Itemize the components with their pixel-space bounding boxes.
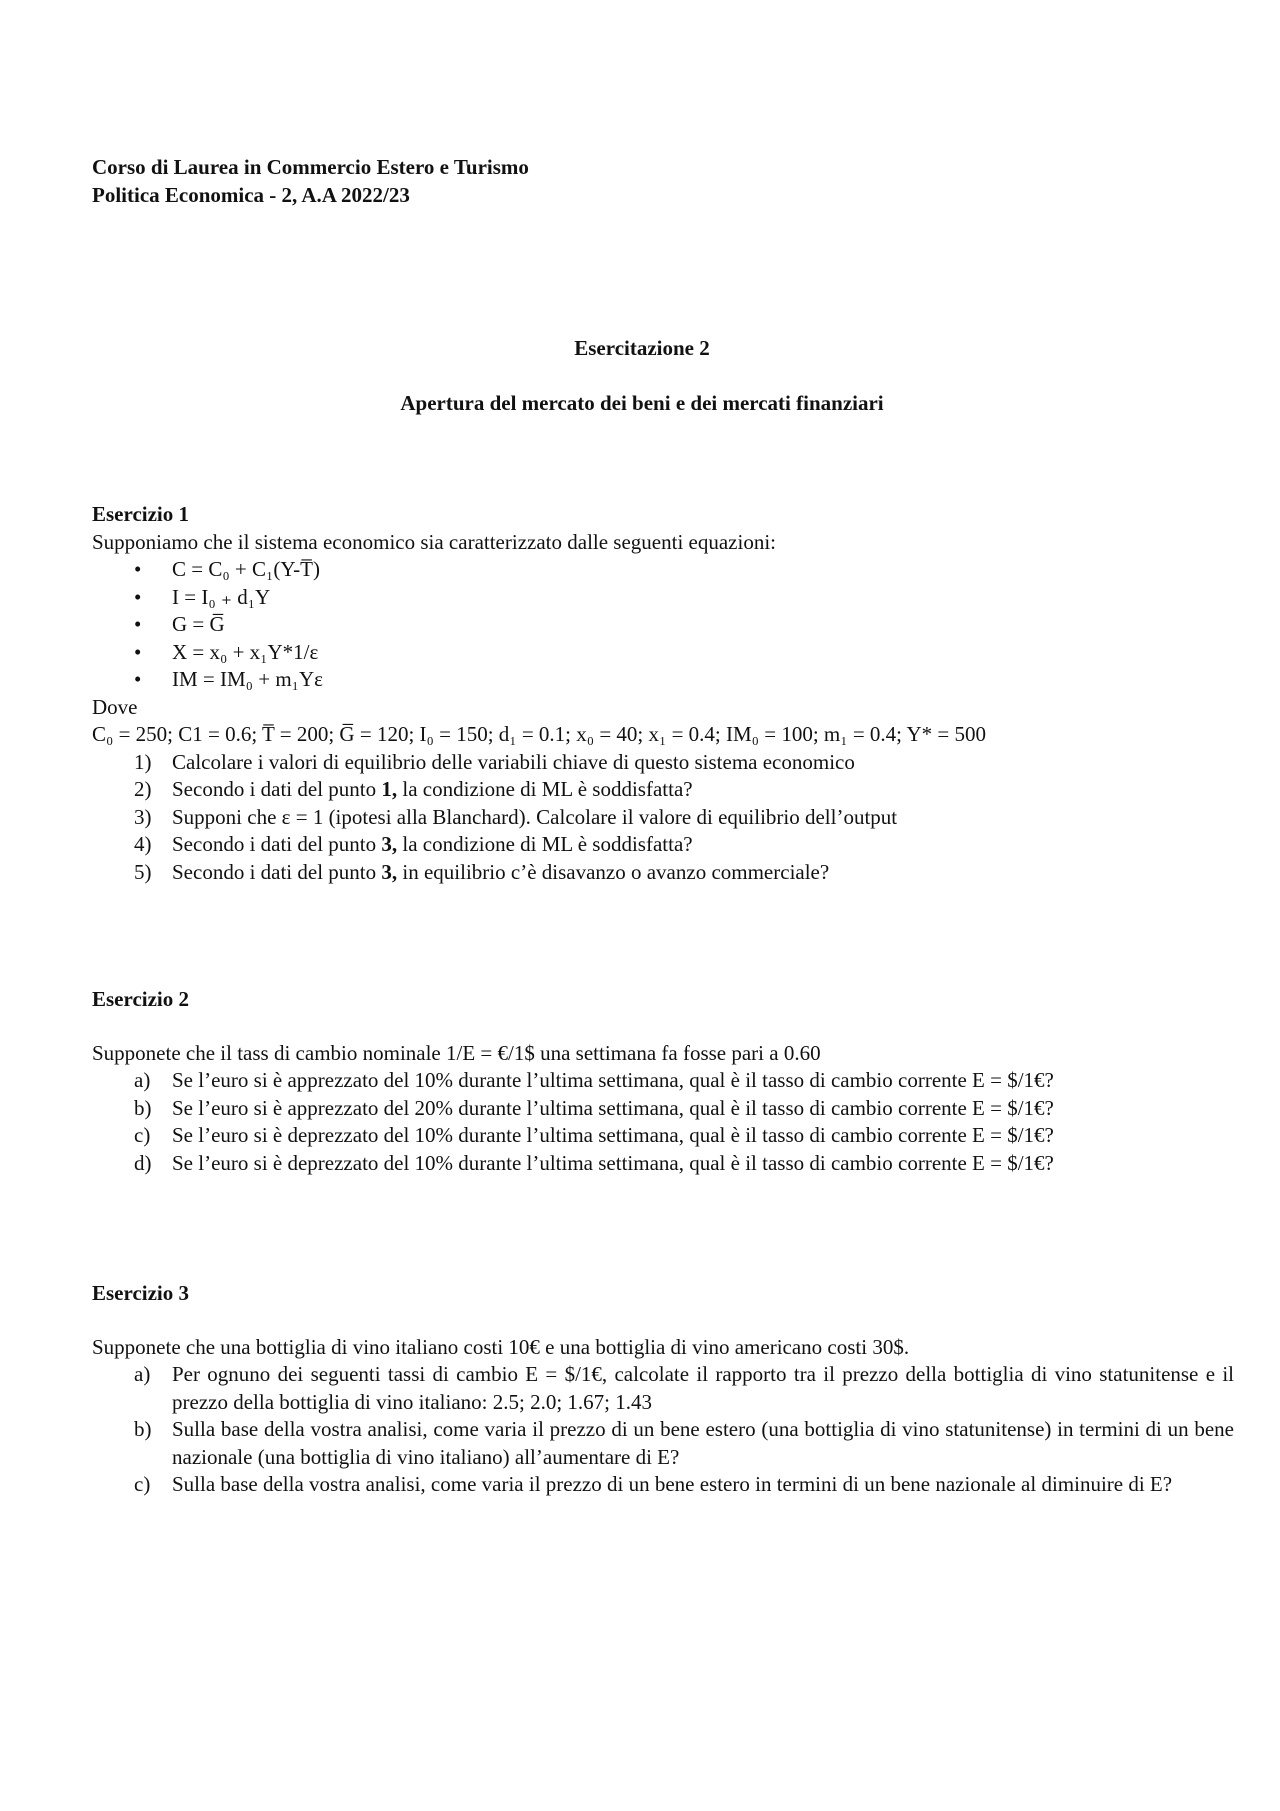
question-text: Sulla base della vostra analisi, come varia il prezzo di un bene estero (una bottiglia di vino statunitense) in termini di un bene nazionale (una bottiglia di vino italiano) all’aumentare di E? bbox=[172, 1417, 1234, 1469]
exercise-1-questions bbox=[92, 749, 1192, 887]
question-item bbox=[134, 1095, 1192, 1123]
question-item bbox=[134, 1361, 1234, 1416]
question-marker: 5) bbox=[134, 859, 152, 884]
question-marker: d) bbox=[134, 1150, 152, 1175]
equation-item: • G = G̅ bbox=[134, 611, 1192, 639]
question-text bbox=[172, 776, 1192, 804]
question-text: Se l’euro si è apprezzato del 10% durante l’ultima settimana, qual è il tasso di cambio corrente E = $/1€? bbox=[172, 1068, 1054, 1092]
question-ref: 1, bbox=[381, 777, 398, 801]
exercise-1-intro: Supponiamo che il sistema economico sia caratterizzato dalle seguenti equazioni: bbox=[92, 529, 777, 554]
equation-item: • I = I₀ ₊ d₁Y bbox=[134, 584, 1192, 612]
exercise-2-intro: Supponete che il tass di cambio nominale 1/E = €/1$ una settimana fa fosse pari a 0.60 bbox=[92, 1040, 821, 1065]
document-page bbox=[92, 154, 1234, 1499]
question-marker: a) bbox=[134, 1068, 151, 1092]
question-text-pre: Secondo i dati del punto bbox=[172, 859, 382, 884]
question-text: Sulla base della vostra analisi, come varia il prezzo di un bene estero in termini di un bene nazionale al diminuire di E? bbox=[172, 1472, 1173, 1496]
question-item bbox=[134, 749, 1192, 777]
exercise-3 bbox=[92, 1280, 1234, 1499]
question-text: Supponi che ε = 1 (ipotesi alla Blanchard). Calcolare il valore di equilibrio dell’output bbox=[172, 804, 898, 829]
question-item bbox=[134, 1067, 1192, 1095]
question-item bbox=[134, 1416, 1234, 1471]
question-item bbox=[134, 859, 1192, 887]
equation-item: • X = x₀ + x₁Y*1/ε bbox=[134, 639, 1192, 667]
question-item bbox=[134, 1471, 1234, 1499]
question-item bbox=[134, 831, 1192, 859]
exercise-2-heading: Esercizio 2 bbox=[92, 987, 190, 1011]
question-text: Se l’euro si è apprezzato del 20% durante l’ultima settimana, qual è il tasso di cambio corrente E = $/1€? bbox=[172, 1095, 1054, 1120]
question-marker: 1) bbox=[134, 749, 152, 774]
page-title: Esercitazione 2 bbox=[574, 336, 710, 360]
question-text: Se l’euro si è deprezzato del 10% durante l’ultima settimana, qual è il tasso di cambio corrente E = $/1€? bbox=[172, 1123, 1054, 1147]
question-ref: 3, bbox=[381, 832, 398, 856]
course-subject: Politica Economica - 2, A.A 2022/23 bbox=[92, 182, 410, 207]
exercise-3-intro: Supponete che una bottiglia di vino italiano costi 10€ e una bottiglia di vino americano costi 30$. bbox=[92, 1334, 910, 1359]
question-marker: c) bbox=[134, 1472, 151, 1496]
question-marker: c) bbox=[134, 1123, 151, 1147]
question-text-post: la condizione di ML è soddisfatta? bbox=[397, 777, 693, 801]
course-name: Corso di Laurea in Commercio Estero e Turismo bbox=[92, 155, 529, 179]
question-text: Se l’euro si è deprezzato del 10% durante l’ultima settimana, qual è il tasso di cambio corrente E = $/1€? bbox=[172, 1150, 1054, 1175]
exercise-1 bbox=[92, 501, 1192, 886]
question-text bbox=[172, 859, 1192, 887]
question-text: Calcolare i valori di equilibrio delle variabili chiave di questo sistema economico bbox=[172, 749, 855, 774]
exercise-1-heading: Esercizio 1 bbox=[92, 502, 190, 526]
question-marker: a) bbox=[134, 1362, 151, 1386]
question-marker: b) bbox=[134, 1095, 152, 1120]
question-marker: 3) bbox=[134, 804, 152, 829]
question-text-post: in equilibrio c’è disavanzo o avanzo commerciale? bbox=[397, 859, 830, 884]
parameter-values: C₀ = 250; C1 = 0.6; T̅ = 200; G̅ = 120; I₀ = 150; d₁ = 0.1; x₀ = 40; x₁ = 0.4; IM₀ = 100; m₁ = 0.4; Y* = 500 bbox=[92, 722, 986, 746]
question-item bbox=[134, 776, 1192, 804]
question-text bbox=[172, 831, 1192, 859]
dove-label: Dove bbox=[92, 694, 138, 719]
exercise-3-heading: Esercizio 3 bbox=[92, 1281, 190, 1305]
question-marker: 2) bbox=[134, 777, 152, 801]
question-item bbox=[134, 1150, 1192, 1178]
equation-item: • C = C₀ + C₁(Y-T̅) bbox=[134, 556, 1192, 584]
exercise-2-questions bbox=[92, 1067, 1192, 1177]
equation-item: • IM = IM₀ + m₁Yε bbox=[134, 666, 1192, 694]
question-marker: b) bbox=[134, 1417, 152, 1441]
question-item bbox=[134, 1122, 1192, 1150]
question-text: Per ognuno dei seguenti tassi di cambio E = $/1€, calcolate il rapporto tra il prezzo della bottiglia di vino statunitense e il prezzo della bottiglia di vino italiano: 2.5; 2.0; 1.67; 1.43 bbox=[172, 1362, 1234, 1414]
question-text-post: la condizione di ML è soddisfatta? bbox=[397, 832, 693, 856]
exercise-3-questions bbox=[92, 1361, 1234, 1499]
exercise-2 bbox=[92, 986, 1192, 1177]
question-marker: 4) bbox=[134, 832, 152, 856]
question-text-pre: Secondo i dati del punto bbox=[172, 777, 382, 801]
equation-list bbox=[92, 556, 1192, 694]
page-subtitle: Apertura del mercato dei beni e dei mercati finanziari bbox=[400, 390, 884, 415]
question-item bbox=[134, 804, 1192, 832]
question-ref: 3, bbox=[381, 859, 398, 884]
question-text-pre: Secondo i dati del punto bbox=[172, 832, 382, 856]
